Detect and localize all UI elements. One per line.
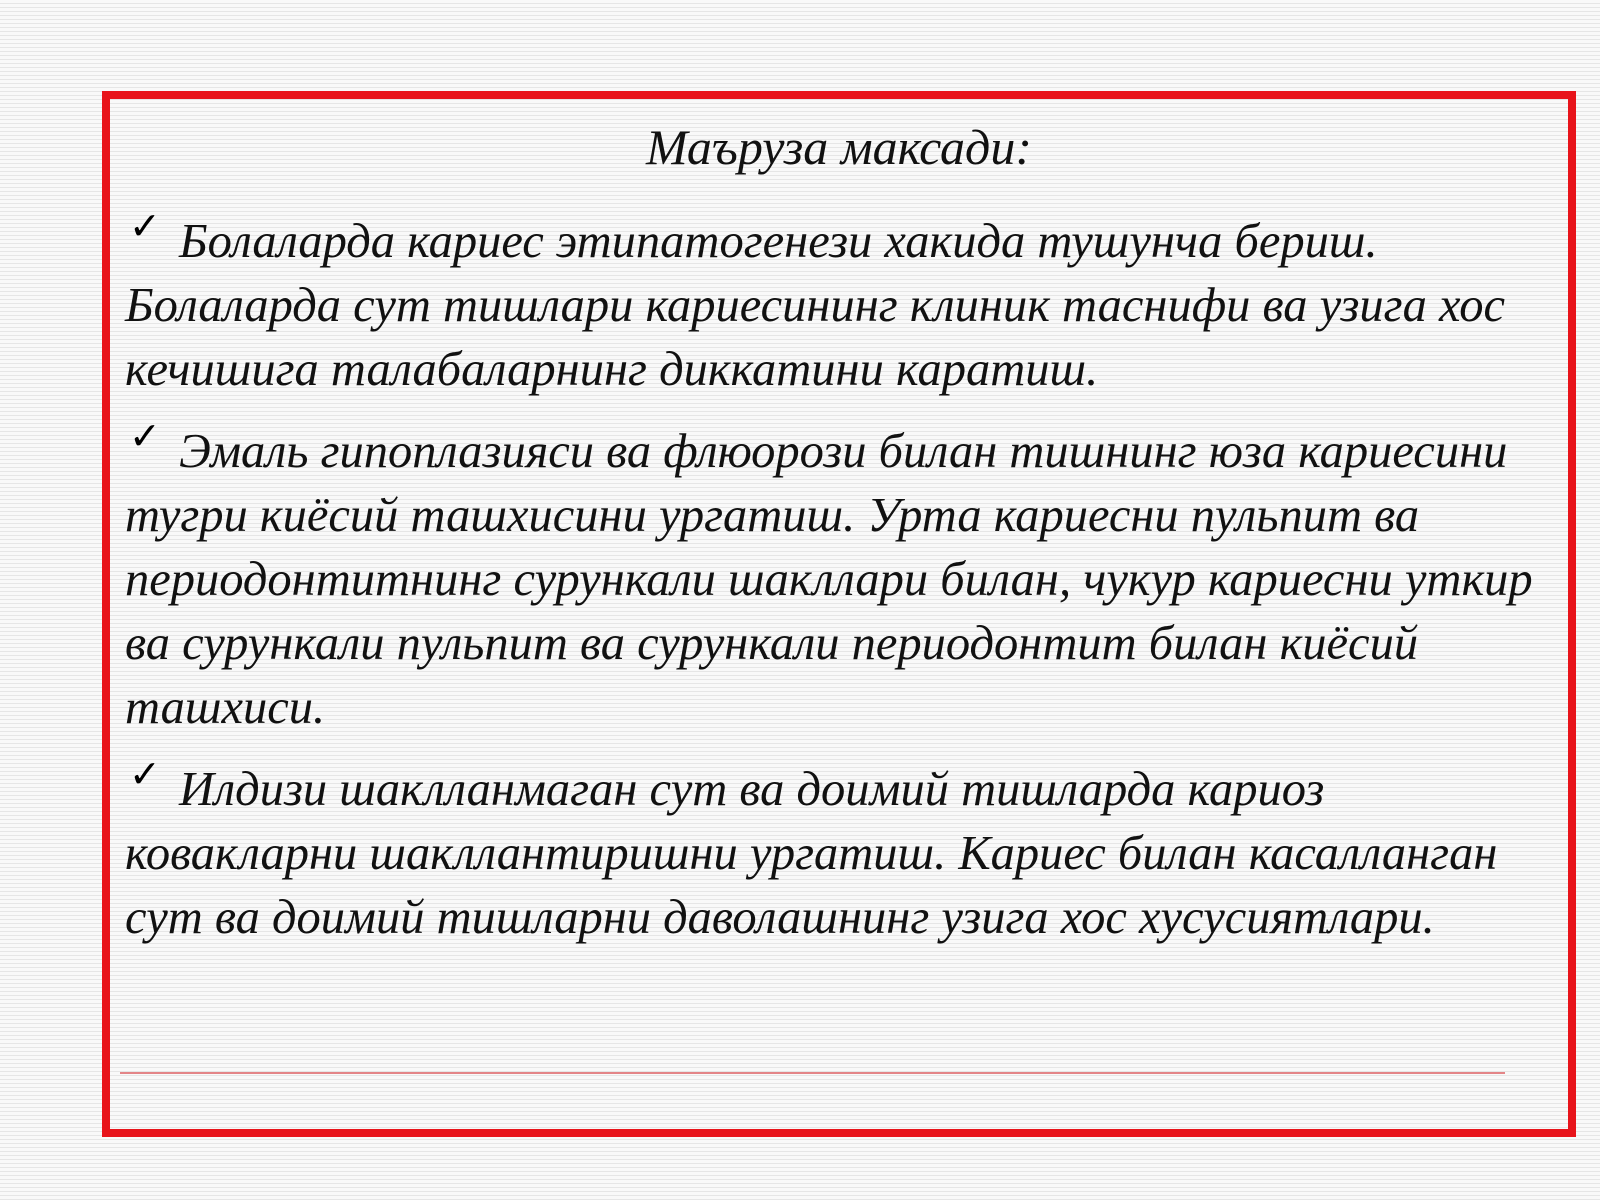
check-mark-icon: ✓ <box>129 754 161 796</box>
bullet-text: Илдизи шаклланмаган сут ва доимий тишларда кариоз ковакларни шакллантиришни ургатиш. Кариес билан касалланган сут ва доимий тишларни даволашнинг узига хос хусусиятлари. <box>125 763 1498 944</box>
bullet-item <box>125 207 1565 402</box>
check-mark-icon: ✓ <box>129 416 161 458</box>
bullet-text: Болаларда кариес этипатогенези хакида тушунча бериш. Болаларда сут тишлари кариесининг клиник таснифи ва узига хос кечишига талабаларнинг диккатини каратиш. <box>125 215 1506 396</box>
footer-divider <box>120 1072 1505 1074</box>
bullet-item <box>125 417 1565 740</box>
bullet-item <box>125 755 1565 950</box>
bullet-list <box>125 207 1565 965</box>
slide-frame <box>102 91 1576 1137</box>
bullet-text: Эмаль гипоплазияси ва флюорози билан тишнинг юза кариесини тугри киёсий ташхисини ургатиш. Урта кариесни пульпит ва периодонтитнинг сурункали шакллари билан, чукур кариесни уткир ва сурункали пульпит ва сурункали периодонтит билан киёсий ташхиси. <box>125 425 1533 734</box>
slide-title: Маъруза максади: <box>645 119 1032 175</box>
check-mark-icon: ✓ <box>129 206 161 248</box>
